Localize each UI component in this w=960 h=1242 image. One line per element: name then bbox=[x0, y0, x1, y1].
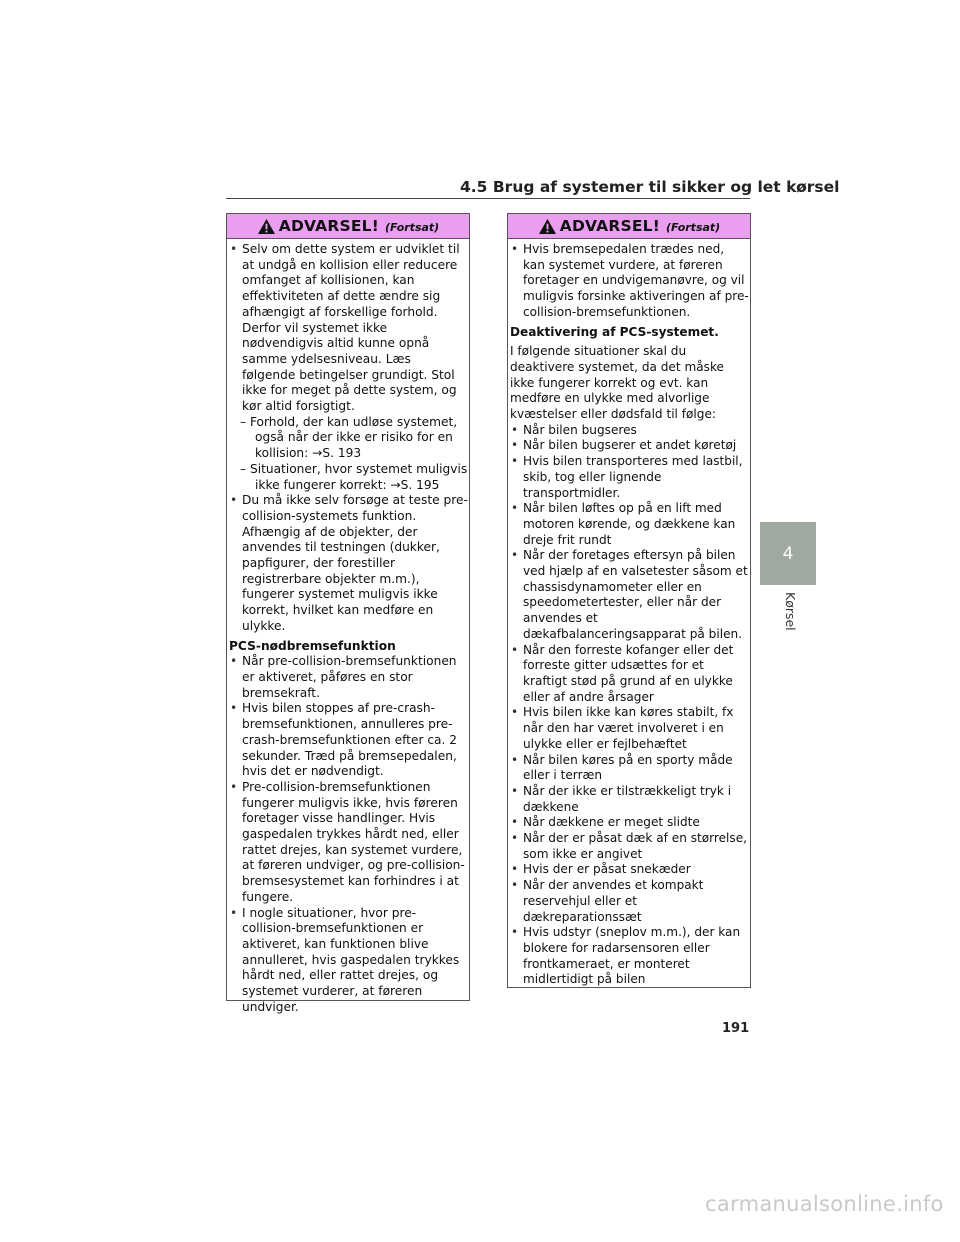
warning-triangle-icon bbox=[538, 218, 557, 235]
section-heading: PCS-nødbremsefunktion bbox=[229, 638, 396, 653]
bullet-item: • Hvis bilen stoppes af pre-crash-bremsefunktionen, annulleres pre-crash-bremsefunktionen efter ca. 2 sekunder. Træd på bremsepedalen, hvis det er nødvendigt. bbox=[229, 701, 468, 780]
warning-continued: (Fortsat) bbox=[385, 220, 440, 234]
warning-title: ADVARSEL! bbox=[559, 217, 661, 235]
section-title: 4.5 Brug af systemer til sikker og let kørsel bbox=[460, 178, 840, 196]
paragraph: I følgende situationer skal du deaktivere systemet, da det måske ikke fungerer korrekt og evt. kan medføre en ulykke med alvorlige kvæstelser eller dødsfald til følge: bbox=[510, 344, 724, 422]
warning-box-right bbox=[507, 213, 751, 988]
bullet-item: • Når bilen bugserer et andet køretøj bbox=[510, 438, 749, 454]
bullet-item: • Du må ikke selv forsøge at teste pre-collision-systemets funktion. Afhængig af de objekter, der anvendes til testningen (dukker, papfigurer, der forestiller registrerbare objekter m.m.), fungerer systemet muligvis ikke korrekt, hvilket kan medføre en ulykke. bbox=[229, 493, 468, 634]
bullet-item: • Hvis der er påsat snekæder bbox=[510, 862, 749, 878]
bullet-item: • Når pre-collision-bremsefunktionen er aktiveret, påføres en stor bremsekraft. bbox=[229, 654, 468, 701]
bullet-item: • Når bilen bugseres bbox=[510, 423, 749, 439]
warning-triangle-icon bbox=[257, 218, 276, 235]
bullet-item: • Hvis bilen ikke kan køres stabilt, fx når den har været involveret i en ulykke eller er fejlbehæftet bbox=[510, 705, 749, 752]
bullet-item: • Pre-collision-bremsefunktionen fungerer muligvis ikke, hvis føreren foretager visse handlinger. Hvis gaspedalen trykkes hårdt ned, eller rattet drejes, kan systemet vurdere, at føreren undviger, og pre-collision-bremsesystemet kan forhindres i at fungere. bbox=[229, 780, 468, 906]
bullet-item: • Når den forreste kofanger eller det forreste gitter udsættes for et kraftigt stød på grund af en ulykke eller af andre årsager bbox=[510, 643, 749, 706]
bullet-item: • Hvis bilen transporteres med lastbil, skib, tog eller lignende transportmidler. bbox=[510, 454, 749, 501]
bullet-item: • Når bilen køres på en sporty måde eller i terræn bbox=[510, 753, 749, 784]
bullet-item: • I nogle situationer, hvor pre-collision-bremsefunktionen er aktiveret, kan funktionen blive annulleret, hvis gaspedalen trykkes hårdt ned, eller rattet drejes, og systemet vurderer, at føreren undviger. bbox=[229, 906, 468, 1016]
warning-box-header bbox=[508, 214, 750, 239]
bullet-item: • Når bilen løftes op på en lift med motoren kørende, og dækkene kan dreje frit rundt bbox=[510, 501, 749, 548]
section-heading: Deaktivering af PCS-systemet. bbox=[510, 324, 719, 339]
warning-box-header bbox=[227, 214, 469, 239]
dash-item: – Forhold, der kan udløse systemet, også når der ikke er risiko for en kollision: →S. 193 bbox=[240, 414, 458, 461]
bullet-item: • Når der foretages eftersyn på bilen ved hjælp af en valsetester såsom et chassisdynamometer eller en speedometertester, eller når der anvendes et dækafbalanceringsapparat på bilen. bbox=[510, 548, 749, 642]
warning-continued: (Fortsat) bbox=[666, 220, 721, 234]
warning-box-body bbox=[227, 239, 469, 1015]
bullet-item: • Når dækkene er meget slidte bbox=[510, 815, 749, 831]
chapter-number: 4 bbox=[782, 543, 794, 564]
page-number: 191 bbox=[722, 1021, 750, 1036]
bullet-item: • Selv om dette system er udviklet til at undgå en kollision eller reducere omfanget af kollisionen, kan effektiviteten af dette ændre sig afhængigt af forskellige forhold. Derfor vil systemet ikke nødvendigvis altid kunne opnå samme ydelsesniveau. Læs følgende betingelser grundigt. Stol ikke for meget på dette system, og kør altid forsigtigt. bbox=[229, 242, 468, 415]
watermark: carmanualsonline.info bbox=[705, 1192, 944, 1216]
header-rule bbox=[226, 198, 750, 199]
warning-title: ADVARSEL! bbox=[278, 217, 380, 235]
bullet-item: • Hvis udstyr (sneplov m.m.), der kan blokere for radarsensoren eller frontkameraet, er monteret midlertidigt på bilen bbox=[510, 925, 749, 988]
warning-box-left bbox=[226, 213, 470, 1014]
bullet-item: • Når der ikke er tilstrækkeligt tryk i dækkene bbox=[510, 784, 749, 815]
chapter-tab bbox=[760, 522, 816, 585]
warning-box-body bbox=[508, 239, 750, 988]
bullet-item: • Når der anvendes et kompakt reservehjul eller et dækreparationssæt bbox=[510, 878, 749, 925]
chapter-label: Kørsel bbox=[783, 592, 798, 631]
bullet-item: • Hvis bremsepedalen trædes ned, kan systemet vurdere, at føreren foretager en undvigemanøvre, og vil muligvis forsinke aktiveringen af pre-collision-bremsefunktionen. bbox=[510, 242, 749, 321]
dash-item: – Situationer, hvor systemet muligvis ikke fungerer korrekt: →S. 195 bbox=[240, 461, 468, 492]
bullet-item: • Når der er påsat dæk af en størrelse, som ikke er angivet bbox=[510, 831, 749, 862]
